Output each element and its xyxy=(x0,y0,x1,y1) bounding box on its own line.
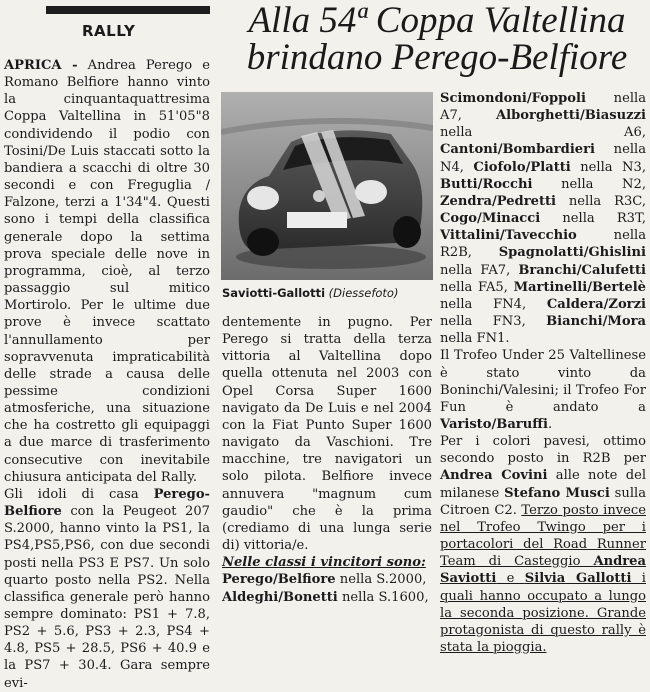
underlined-text: Terzo posto invece nel Trofeo Twingo per i portacolori del Road Runner Team di Casteggio xyxy=(440,502,646,570)
driver-name: Andrea Covini xyxy=(440,468,548,484)
paragraph-idols xyxy=(4,486,210,692)
navigator-name: Stefano Musci xyxy=(504,485,610,501)
caption-credit: (Diessefoto) xyxy=(328,286,399,300)
rally-car-illustration xyxy=(221,92,433,280)
underlined-text: i quali hanno occupato a lungo la seconda posizione. Grande protagonista di questo rally è stata la pioggia. xyxy=(440,571,646,655)
winner-names: Cantoni/Bombardieri xyxy=(440,142,596,158)
winner-names: Spagnolatti/Ghislini xyxy=(498,245,646,261)
paragraph-text: con la Peugeot 207 S.2000, hanno vinto la PS1, la PS4,PS5,PS6, con due secondi posti nella PS3 E PS7. Un solo quarto posto nella PS2. Nella classifica generale però hanno sempre dominato: PS1 + 7.8, PS2 + 5.6, PS3 + 2.3, PS4 + 4.8, PS5 + 28.5, PS6 + 40.9 e la PS7 + 30.4. Gara sempre evi- xyxy=(4,504,210,691)
driver-names: Perego-Belfiore xyxy=(4,486,210,520)
class-text: nella A6, xyxy=(440,125,646,141)
class-text: nella S.1600, xyxy=(337,589,429,605)
winner-names: Vittalini/Tavecchio xyxy=(440,228,577,244)
paragraph-text: Per i colori pavesi, ottimo secondo posto in R2B per xyxy=(440,434,646,467)
class-text: nella FN3, xyxy=(440,314,547,330)
paragraph-pavesi xyxy=(440,433,646,656)
paragraph-text: Gli idoli di casa xyxy=(4,486,154,502)
dateline: APRICA - xyxy=(4,58,78,73)
class-text: nella FA7, xyxy=(440,262,519,278)
paragraph-trophies xyxy=(440,347,646,433)
class-text: nella R2B, xyxy=(440,228,646,261)
headline-line-2: brindano Perego-Belfiore xyxy=(246,37,628,78)
paragraph-class-winners xyxy=(440,90,646,347)
class-text: nella N3, xyxy=(570,159,646,175)
paragraph-classes-start xyxy=(222,554,432,605)
class-text: nella FN4, xyxy=(440,296,547,312)
headline-line-1: Alla 54ª Coppa Valtellina xyxy=(248,0,626,41)
paragraph-text: Andrea Perego e Romano Belfiore hanno vinto la cinquantaquattresima Coppa Valtellina in 51'05"8 condividendo il podio con Tosini/De Luis staccati sotto la bandiera a scacchi di oltre 30 secondi e con Freguglia / Falzone, terzi a 1'34"4. Questi sono i tempi della classifica generale dopo la settima prova speciale delle nove in programma, cioè, al terzo passaggio sul mitico Mortirolo. Per le ultime due prove è invece scattato l'annullamento per sopravvenuta impraticabilità delle strade a causa delle pessime condizioni atmosferiche, una situazione che ha costretto gli equipaggi a due marce di trasferimento consecutive con inevitabile chiusura anticipata del Rally. xyxy=(4,58,210,485)
winner-names: Caldera/Zorzi xyxy=(546,296,646,312)
winner-names: Zendra/Pedretti xyxy=(440,193,557,209)
section-label: RALLY xyxy=(82,22,136,40)
winner-names: Alborghetti/Biasuzzi xyxy=(495,108,646,124)
winner-names: Branchi/Calufetti xyxy=(518,262,646,278)
winner-names: Martinelli/Bertelè xyxy=(513,279,646,295)
trophy-winners: Varisto/Baruffi xyxy=(440,416,548,432)
paragraph-text: . xyxy=(547,416,553,432)
class-text: nella FN1. xyxy=(440,331,510,347)
navigator-name: Silvia Gallotti xyxy=(524,571,632,587)
caption-names: Saviotti-Gallotti xyxy=(222,286,326,300)
winner-names: Aldeghi/Bonetti xyxy=(222,589,338,605)
article-column-3 xyxy=(440,90,646,656)
winner-names: Bianchi/Mora xyxy=(546,314,646,330)
driver-name: Andrea Saviotti xyxy=(440,554,646,587)
rally-car-photo xyxy=(221,92,433,280)
underlined-text: e xyxy=(496,571,525,587)
class-text: nella R3C, xyxy=(556,193,646,209)
winner-names: Ciofolo/Platti xyxy=(473,159,571,175)
winner-names: Scimondoni/Foppoli xyxy=(440,91,586,106)
class-text: nella R3T, xyxy=(540,211,646,227)
class-text: nella FA5, xyxy=(440,279,514,295)
headline xyxy=(228,2,646,76)
paragraph-intro xyxy=(4,57,210,486)
class-text: nella A7, xyxy=(440,91,646,124)
winner-names: Perego/Belfiore xyxy=(222,572,336,588)
class-text: nella S.2000, xyxy=(335,572,427,588)
section-bar xyxy=(46,6,210,14)
paragraph-text: sulla Citroen C2. xyxy=(440,485,646,518)
paragraph-text: alle note del milanese xyxy=(440,468,647,501)
paragraph-perego: dentemente in pugno. Per Perego si tratta della terza vittoria al Valtellina dopo quella ottenuta nel 2003 con Opel Corsa Super 1600 navigato da De Luis e nel 2004 con la Fiat Punto Super 1600 navigato da Vaschioni. Tre macchine, tre navigatori un solo pilota. Belfiore invece annuvera "magnum cum gaudio" che è la prima (crediamo di una lunga serie di) vittoria/e. xyxy=(222,315,432,554)
winner-names: Cogo/Minacci xyxy=(440,211,541,227)
classes-lead: Nelle classi i vincitori sono: xyxy=(222,555,426,571)
article-column-1 xyxy=(4,57,210,692)
winner-names: Butti/Rocchi xyxy=(440,176,533,192)
article-column-2 xyxy=(222,314,432,606)
class-text: nella N4, xyxy=(440,142,646,175)
photo-caption xyxy=(222,286,434,300)
paragraph-text: Il Trofeo Under 25 Valtellinese è stato vinto da Boninchi/Valesini; il Trofeo For Fun è andato a xyxy=(440,348,646,415)
class-text: nella N2, xyxy=(532,176,646,192)
